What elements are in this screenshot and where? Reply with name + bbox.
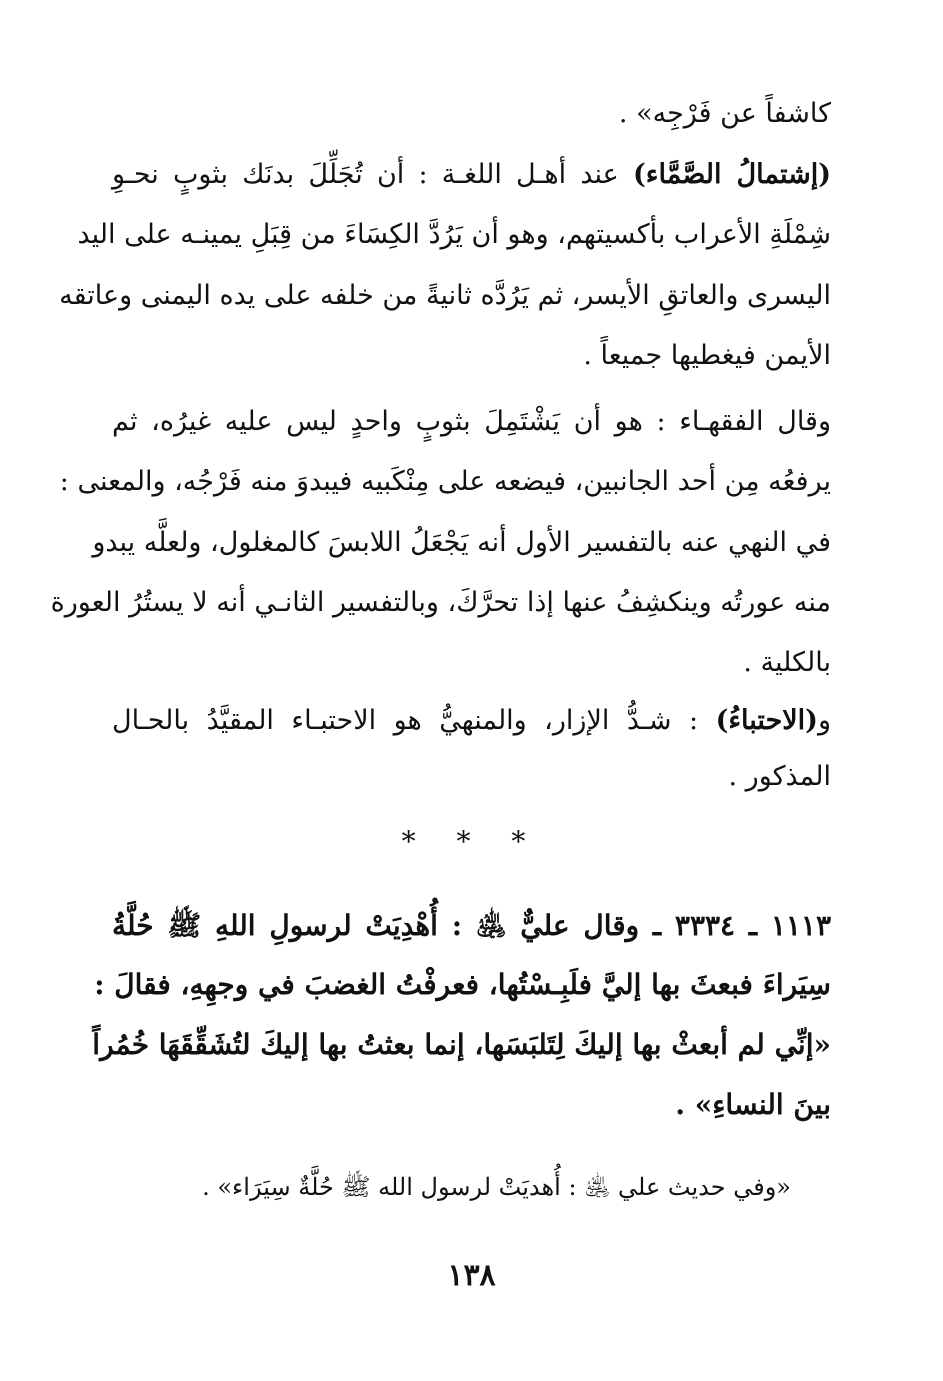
book-page <box>50 0 831 1381</box>
section-separator: * * * <box>401 825 542 858</box>
ishtimal-line-2: شِمْلَةِ الأعراب بأكسيتهم، وهو أن يَرُدَّ الكِسَاءَ من قِبَلِ يمينـه على اليد <box>77 219 831 250</box>
ihtiba-line-2: المذكور . <box>728 761 831 792</box>
fuqaha-line-5: بالكلية . <box>743 647 831 678</box>
ihtiba-line-1 <box>112 701 831 741</box>
fuqaha-line-1: وقال الفقهـاء : هو أن يَشْتَمِلَ بثوبٍ واحدٍ ليس عليه غيرُه، ثم <box>112 406 831 437</box>
fuqaha-line-4: منه عورتُه وينكشِفُ عنها إذا تحرَّكَ، وبالتفسير الثانـي أنه لا يستُرُ العورة <box>50 587 831 618</box>
ihtiba-prefix: و <box>817 705 831 736</box>
ishtimal-line-4: الأيمن فيغطيها جميعاً . <box>583 340 831 371</box>
ishtimal-line-1 <box>112 155 831 195</box>
page-number: ١٣٨ <box>447 1258 496 1293</box>
ishtimal-definition: عند أهـل اللغـة : أن تُجَلِّلَ بدنَك بثوبٍ نحـوِ <box>112 159 619 190</box>
hadith-line-1: ١١١٣ ـ ٣٣٣٤ ـ وقال عليٌّ ﵁ : أُهْدِيَتْ لرسولِ اللهِ ﷺ حُلَّةُ <box>112 909 831 942</box>
fuqaha-line-2: يرفعُه مِن أحد الجانبين، فيضعه على مِنْكَبيه فيبدوَ منه فَرْجُه، والمعنى : <box>59 466 831 497</box>
fuqaha-line-3: في النهي عنه بالتفسير الأول أنه يَجْعَلُ اللابسَ كالمغلول، ولعلَّه يبدو <box>92 527 831 558</box>
hadith-line-4: بينَ النساءِ» . <box>675 1088 831 1121</box>
hadith-line-3: «إنِّي لم أبعثْ بها إليكَ لِتَلبَسَها، إنما بعثتُ بها إليكَ لتُشَقِّقَهَا خُمُراً <box>92 1028 831 1061</box>
ishtimal-term: (إشتمالُ الصَّمَّاء) <box>633 159 831 190</box>
ihtiba-term: (الاحتباءُ) <box>715 705 818 736</box>
hadith-line-2: سِيَراءَ فبعثَ بها إليَّ فلَبِـسْتُها، فعرفْتُ الغضبَ في وجهِهِ، فقالَ : <box>94 968 831 1001</box>
opening-line: كاشفاً عن فَرْجِه» . <box>618 98 831 129</box>
ihtiba-definition: : شـدُّ الإزار، والمنهيُّ هو الاحتبـاء المقيَّدُ بالحـال <box>112 705 699 736</box>
hadith-commentary: «وفي حديث علي ﵁ : أُهديَتْ لرسول الله ﷺ حُلَّةٌ سِيَرَاء» . <box>202 1173 791 1201</box>
ishtimal-line-3: اليسرى والعاتقِ الأيسر، ثم يَرُدَّه ثانيةً من خلفه على يده اليمنى وعاتقه <box>59 280 831 311</box>
